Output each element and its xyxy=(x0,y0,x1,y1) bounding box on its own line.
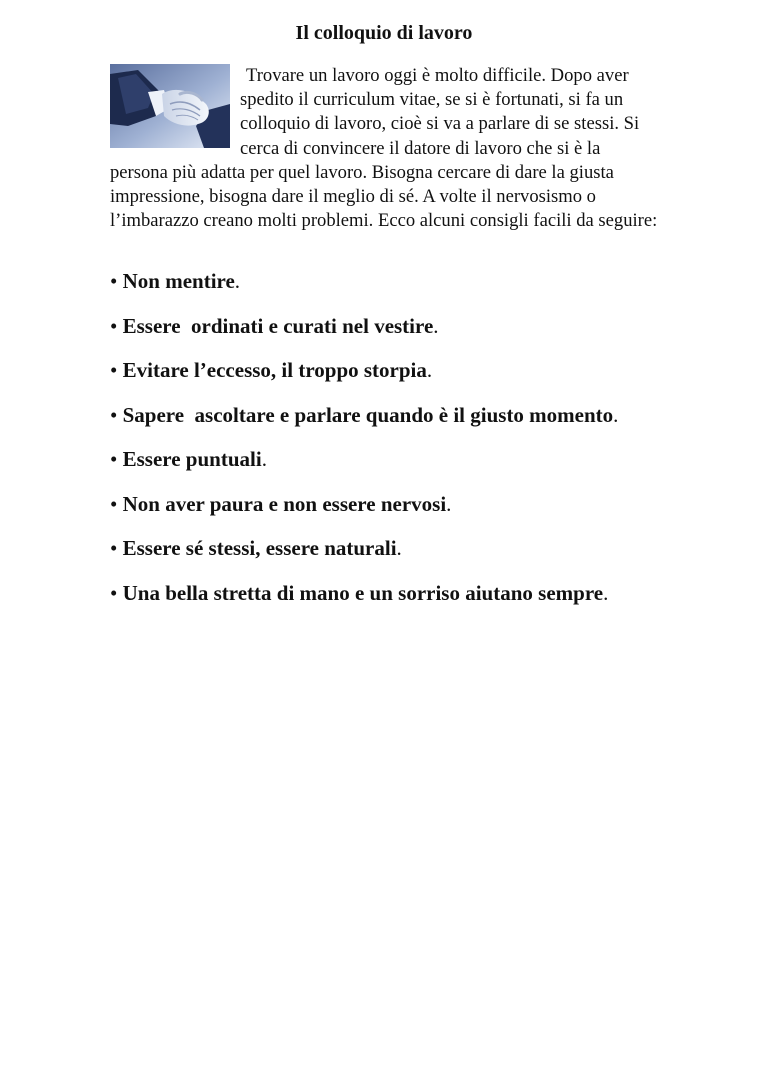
tip-item xyxy=(110,268,658,295)
tip-period: . xyxy=(433,313,439,338)
tip-text: Evitare l’eccesso, il troppo storpia xyxy=(122,358,427,382)
bullet-mark: • xyxy=(110,313,118,338)
tip-period: . xyxy=(426,358,433,382)
tip-item xyxy=(110,491,658,518)
tip-period: . xyxy=(603,580,609,605)
intro-paragraph xyxy=(110,64,658,233)
tip-text: Essere puntuali xyxy=(122,447,262,471)
bullet-mark: • xyxy=(110,536,118,560)
tip-period: . xyxy=(396,536,402,560)
handshake-photo xyxy=(110,64,230,148)
tip-item xyxy=(110,580,658,607)
tip-text: Essere sé stessi, essere naturali xyxy=(122,536,397,560)
tip-text: Non aver paura e non essere nervosi xyxy=(122,491,447,516)
bullet-mark: • xyxy=(110,269,118,293)
tip-period: . xyxy=(261,447,267,471)
bullet-mark: • xyxy=(110,580,118,605)
page-title: Il colloquio di lavoro xyxy=(295,22,473,44)
tip-period: . xyxy=(446,491,452,516)
tip-item xyxy=(110,446,658,473)
bullet-mark: • xyxy=(110,447,118,471)
tip-item xyxy=(110,313,658,340)
tip-period: . xyxy=(613,402,619,427)
intro-text: Trovare un lavoro oggi è molto difficile. Dopo aver spedito il curriculum vitae, se si è fortunati, si fa un colloquio di lavoro, cioè si va a parlare di se stessi. Si cerca di convincere il datore di lavoro che si è la persona più adatta per quel lavoro. Bisogna cercare di dare la giusta impressione, bisogna dare il meglio di sé. A volte il nervosismo o l’imbarazzo creano molti problemi. Ecco alcuni consigli facili da seguire: xyxy=(110,65,658,232)
bullet-mark: • xyxy=(110,402,118,427)
tip-text: Sapere ascoltare e parlare quando è il giusto momento xyxy=(122,402,614,427)
tip-period: . xyxy=(234,269,241,293)
bullet-mark: • xyxy=(110,358,118,382)
tips-list xyxy=(110,268,658,624)
tip-text: Una bella stretta di mano e un sorriso aiutano sempre xyxy=(122,580,604,605)
tip-text: Essere ordinati e curati nel vestire xyxy=(122,313,434,338)
bullet-mark: • xyxy=(110,491,118,516)
tip-text: Non mentire xyxy=(122,269,235,293)
tip-item xyxy=(110,357,658,384)
tip-item xyxy=(110,402,658,429)
tip-item xyxy=(110,535,658,562)
